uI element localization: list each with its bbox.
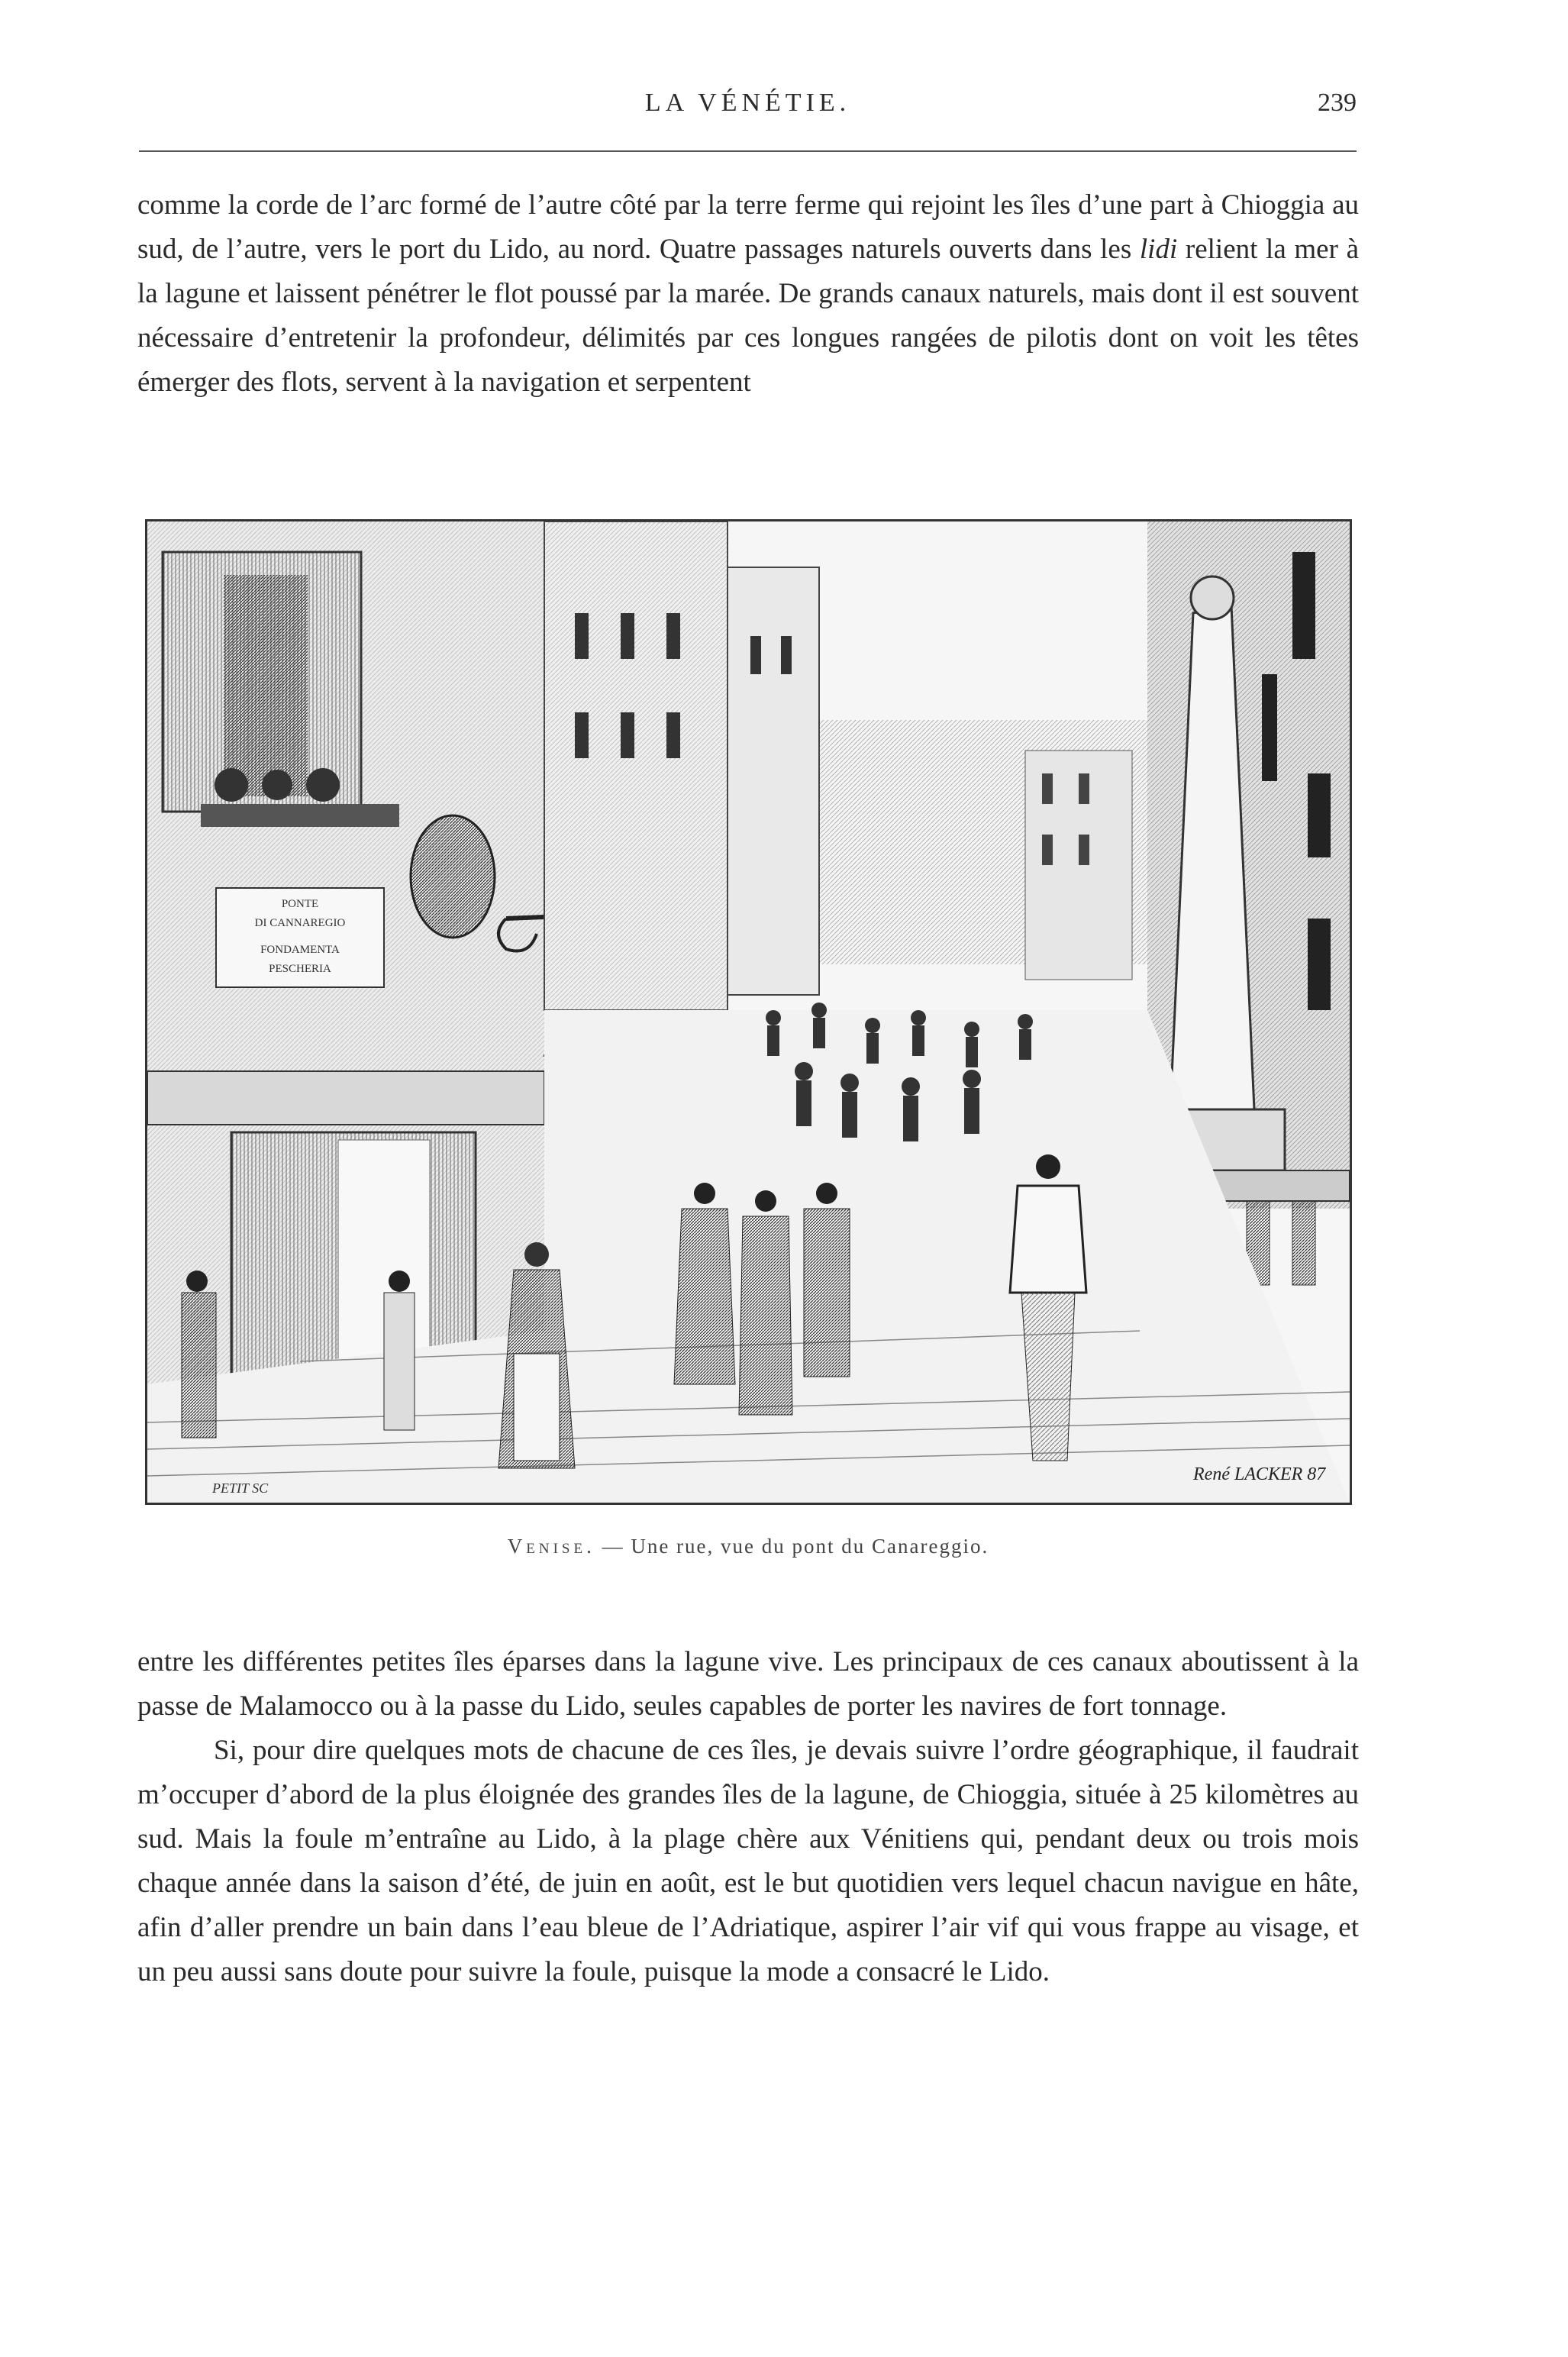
paragraph-text-part: comme la corde de l’arc formé de l’autre côté par la terre ferme qui rejoint les îles d’une part à Chioggia au sud, de l’autre, vers le port du Lido, au nord. Quatre passages naturels ouverts dans les <box>137 189 1359 265</box>
running-header <box>139 86 1357 124</box>
paragraph-text-part: relient la mer à la lagune et laissent pénétrer le flot poussé par la marée. De grands canaux naturels, mais dont il est souvent nécessaire d’entretenir la profondeur, délimités par ces longues rangées de pilotis dont on voit les têtes émerger des flots, servent à la navigation et serpentent <box>137 234 1359 398</box>
caption-place: Venise. <box>507 1535 595 1558</box>
running-title: LA VÉNÉTIE. <box>644 89 851 117</box>
engraving-illustration <box>145 519 1352 1505</box>
illustration-caption <box>137 1535 1359 1558</box>
paragraph-text <box>137 183 1359 405</box>
artist-signature: René LACKER 87 <box>1193 1464 1326 1484</box>
caption-text: — Une rue, vue du pont du Canareggio. <box>595 1535 989 1558</box>
page-number: 239 <box>1318 89 1357 117</box>
paragraphs-bottom <box>137 1640 1359 1994</box>
street-sign-line: PONTE <box>281 898 319 910</box>
engraver-signature: PETIT SC <box>212 1480 269 1496</box>
venice-street-engraving <box>147 521 1350 1503</box>
paragraph-top <box>137 183 1359 405</box>
header-rule <box>139 150 1357 152</box>
italic-term: lidi <box>1139 234 1178 265</box>
street-sign-line: PESCHERIA <box>269 963 331 975</box>
street-sign-line: DI CANNAREGIO <box>254 917 346 929</box>
paragraph-lido: Si, pour dire quelques mots de chacune de ces îles, je devais suivre l’ordre géographique, il faudrait m’occuper d’abord de la plus éloignée des grandes îles de la lagune, de Chioggia, située à 25 kilomètres au sud. Mais la foule m’entraîne au Lido, à la plage chère aux Vénitiens qui, pendant deux ou trois mois chaque année dans la saison d’été, de juin en août, est le but quotidien vers lequel chacun navigue en hâte, afin d’aller prendre un bain dans l’eau bleue de l’Adriatique, aspirer l’air vif qui vous frappe au visage, et un peu aussi sans doute pour suivre la foule, puisque la mode a consacré le Lido. <box>137 1735 1359 1987</box>
paragraph-continuation: entre les différentes petites îles éparses dans la lagune vive. Les principaux de ces canaux aboutissent à la passe de Malamocco ou à la passe du Lido, seules capables de porter les navires de fort tonnage. <box>137 1646 1359 1722</box>
street-sign-line: FONDAMENTA <box>260 944 340 956</box>
